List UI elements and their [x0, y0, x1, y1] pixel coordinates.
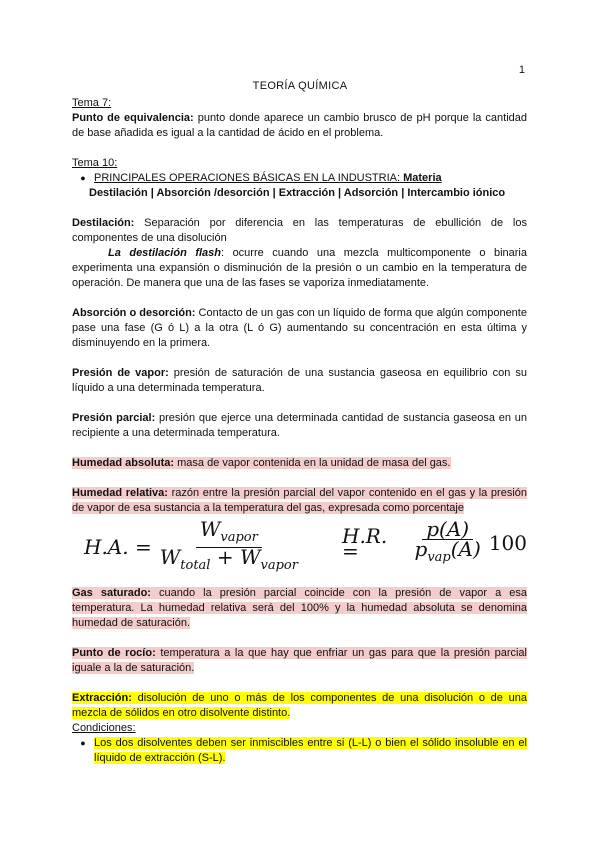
presion-vapor-paragraph — [72, 366, 527, 396]
formula-humedad-absoluta — [84, 517, 306, 573]
formula-subscript: total — [180, 558, 211, 573]
humedad-relativa-paragraph — [72, 486, 527, 516]
page-number: 1 — [518, 64, 525, 76]
gas-saturado-paragraph — [72, 586, 527, 631]
term-punto-rocio: Punto de rocío: — [72, 647, 156, 659]
definition-text: presión de saturación de una sustancia gaseosa en equilibrio con su líquido a una determinada temperatura. — [72, 367, 527, 394]
definition-text: cuando la presión parcial coincide con la presión de vapor a esa temperatura. La humedad relativa será del 100% y la humedad absoluta se denomina humedad de saturación. — [72, 587, 527, 629]
formula-subscript: vap — [427, 550, 451, 565]
definition-text: : ocurre cuando una mezcla multicomponente o binaria experimenta una expansión o disminución de la presión o un cambio en la temperatura de operación. De manera que una de las fases se vaporiza inmediatamente. — [72, 247, 527, 289]
definition-text: razón entre la presión parcial del vapor contenido en el gas y la presión de vapor de esa sustancia a la temperatura del gas, expresada como porcentaje — [72, 487, 527, 514]
term-punto-equivalencia: Punto de equivalencia: — [72, 112, 194, 124]
tema7-heading: Tema 7: — [72, 97, 112, 109]
definition-text: disolución de uno o más de los componentes de una disolución o de una mezcla de sólidos en otro disolvente distinto. — [72, 692, 527, 719]
formula-operator: + — [210, 545, 240, 569]
formula-symbol: p — [414, 537, 428, 561]
term-destilacion: Destilación: — [72, 217, 135, 229]
term-presion-parcial: Presión parcial: — [72, 412, 156, 424]
humidity-formulas — [72, 517, 527, 578]
document-title: TEORÍA QUÍMICA — [252, 80, 348, 92]
formula-subscript: vapor — [260, 558, 298, 573]
humedad-absoluta-paragraph — [72, 456, 527, 471]
definition-text: masa de vapor contenida en la unidad de masa del gas. — [174, 457, 451, 469]
term-destilacion-flash: La destilación flash — [108, 247, 221, 259]
punto-rocio-paragraph — [72, 646, 527, 676]
extraccion-paragraph — [72, 691, 527, 721]
formula-symbol: (A) — [450, 537, 481, 561]
formula-ha-lhs: H.A. = — [84, 535, 152, 559]
term-humedad-absoluta: Humedad absoluta: — [72, 457, 175, 469]
definition-text: temperatura a la que hay que enfriar un gas para que la presión parcial iguale a la de saturación. — [72, 647, 527, 674]
presion-parcial-paragraph — [72, 411, 527, 441]
formula-symbol: W — [159, 545, 181, 569]
definition-text: punto donde aparece un cambio brusco de pH porque la cantidad de base añadida es igual a la cantidad de ácido en el problema. — [72, 112, 527, 139]
fraction — [156, 517, 302, 573]
term-presion-vapor: Presión de vapor: — [72, 367, 169, 379]
formula-subscript: vapor — [220, 530, 258, 545]
definition-text: presión que ejerce una determinada cantidad de sustancia gaseosa en un recipiente a una determinada temperatura. — [72, 412, 527, 439]
list-item — [72, 736, 527, 766]
formula-humedad-relativa — [342, 517, 527, 565]
destilacion-paragraph — [72, 216, 527, 246]
formula-factor: 100 — [488, 531, 527, 555]
term-absorcion: Absorción o desorción: — [72, 307, 196, 319]
term-gas-saturado: Gas saturado: — [72, 587, 151, 599]
definition-text: Separación por diferencia en las temperaturas de ebullición de los componentes de una disolución — [72, 217, 527, 244]
formula-symbol: W — [239, 545, 261, 569]
absorcion-paragraph — [72, 306, 527, 351]
bullet-icon: ● — [80, 738, 86, 748]
condition-text: Los dos disolventes deben ser inmiscibles entre si (L-L) o bien el sólido insoluble en el líquido de extracción (S-L). — [94, 737, 527, 764]
operations-heading-bold: Materia — [403, 172, 442, 184]
definition-text: Contacto de un gas con un líquido de forma que algún componente pase una fase (G ó L) a la otra (L ó G) aumentando su concentración en esta última y disminuyendo en la primera. — [72, 307, 527, 349]
term-humedad-relativa: Humedad relativa: — [72, 487, 168, 499]
operations-heading: PRINCIPALES OPERACIONES BÁSICAS EN LA INDUSTRIA: — [94, 172, 404, 184]
formula-hr-lhs: H.R. = — [342, 523, 388, 563]
tema7-paragraph — [72, 111, 527, 141]
operations-list: Destilación | Absorción /desorción | Extracción | Adsorción | Intercambio iónico — [89, 187, 506, 199]
term-extraccion: Extracción: — [72, 692, 132, 704]
bullet-icon: ● — [80, 173, 86, 183]
fraction — [411, 517, 485, 565]
list-item — [72, 171, 527, 186]
document-body — [72, 96, 527, 766]
formula-symbol: W — [199, 517, 221, 541]
formula-numerator: p(A) — [422, 522, 473, 540]
conditions-heading: Condiciones: — [72, 722, 136, 734]
destilacion-flash-paragraph — [72, 246, 527, 291]
tema10-heading: Tema 10: — [72, 157, 118, 169]
